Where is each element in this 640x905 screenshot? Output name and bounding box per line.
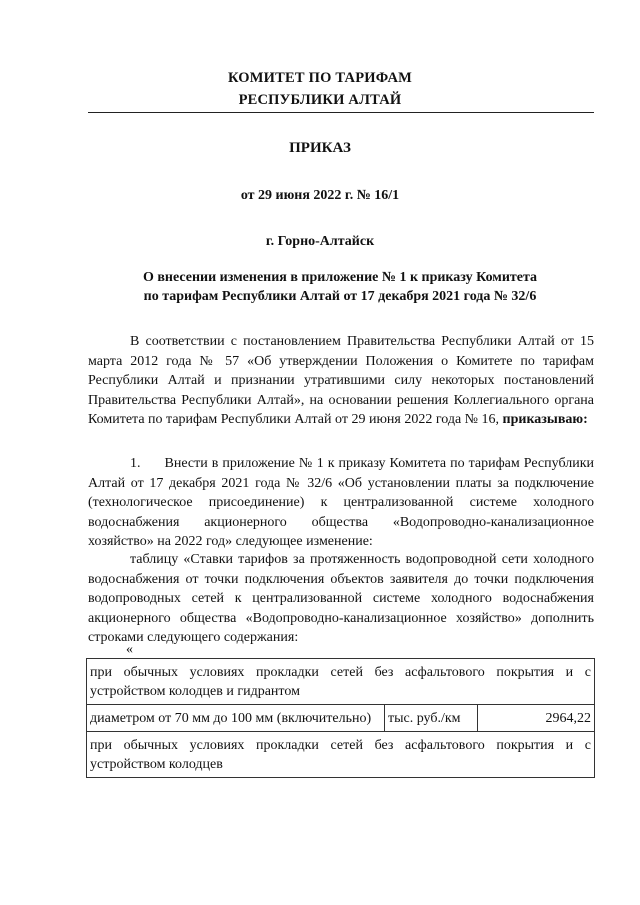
order-keyword: приказываю:: [502, 412, 588, 428]
table-cell-unit: тыс. руб./км: [385, 705, 478, 732]
document-date-number: от 29 июня 2022 г. № 16/1: [240, 188, 400, 203]
table-row: [87, 705, 595, 732]
document-city: г. Горно-Алтайск: [265, 234, 375, 249]
table-cell-diameter: диаметром от 70 мм до 100 мм (включительно): [87, 705, 385, 732]
table-cell-price: 2964,22: [478, 705, 595, 732]
document-title: ПРИКАЗ: [289, 140, 351, 156]
tariff-table: [86, 658, 595, 778]
paragraph-preamble: [88, 332, 594, 430]
table-row: [87, 732, 595, 778]
table-cell-conditions: при обычных условиях прокладки сетей без асфальтового покрытия и с устройством колодцев: [87, 732, 595, 778]
preamble-text: В соответствии с постановлением Правительства Республики Алтай от 15 марта 2012 года № 57 «Об утверждении Положения о Комитете по тарифам Республики Алтай и признании утратившими силу некоторых постановлений Правительства Республики Алтай», на основании решения Коллегиального органа Комитета по тарифам Республики Алтай от 29 июня 2022 года № 16,: [88, 334, 594, 428]
paragraph-item-1: 1. Внести в приложение № 1 к приказу Комитета по тарифам Республики Алтай от 17 декабря 2021 года № 32/6 «Об установлении платы за подключение (технологическое присоединение) к централизованной системе холодного водоснабжения акционерного общества «Водопроводно-канализационное хозяйство» на 2022 год» следующее изменение:: [88, 456, 594, 550]
subject-line2: по тарифам Республики Алтай от 17 декабря 2021 года № 32/6: [143, 289, 537, 304]
org-name-line1: КОМИТЕТ ПО ТАРИФАМ: [227, 70, 413, 86]
opening-quote: «: [126, 642, 133, 657]
table-row: [87, 659, 595, 705]
table-cell-conditions: при обычных условиях прокладки сетей без асфальтового покрытия и с устройством колодцев и гидрантом: [87, 659, 595, 705]
header-divider: [88, 112, 594, 113]
org-name-line2: РЕСПУБЛИКИ АЛТАЙ: [238, 92, 402, 108]
subject-line1: О внесении изменения в приложение № 1 к приказу Комитета: [142, 270, 538, 285]
document-subject: [100, 268, 580, 306]
paragraph-table-amendment: таблицу «Ставки тарифов за протяженность водопроводной сети холодного водоснабжения от точки подключения объектов заявителя до точки подключения водопроводных сетей к централизованной системе холодного водоснабжения акционерного общества «Водопроводно-канализационное хозяйство» дополнить строками следующего содержания:: [88, 552, 594, 646]
